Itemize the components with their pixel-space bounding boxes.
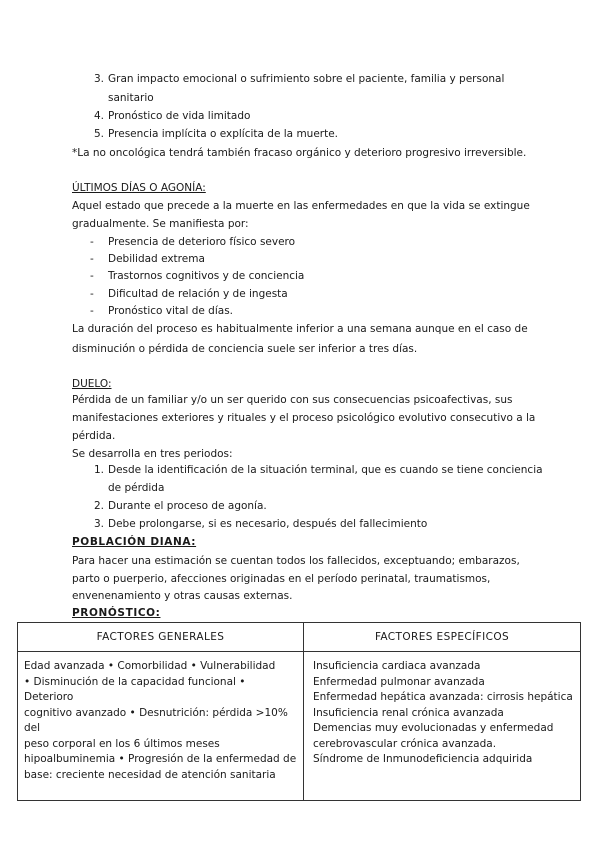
ultimos-closing-line: disminución o pérdida de conciencia suele ser inferior a tres días. [72,343,418,355]
duelo-item-number: 1. [93,464,104,476]
duelo-heading: DUELO: [72,378,112,390]
intro-item-text: sanitario [108,92,154,104]
poblacion-paragraph-line: parto o puerperio, afecciones originadas en el período perinatal, traumatismos, [72,573,491,585]
list-bullet: - [90,270,94,282]
pronostico-heading: PRONÓSTICO: [72,607,161,619]
specific-factor-line: Enfermedad pulmonar avanzada [313,675,485,688]
specific-factors-text [305,653,579,778]
duelo-sub: Se desarrolla en tres periodos: [72,448,233,460]
ultimos-paragraph-line: Aquel estado que precede a la muerte en las enfermedades en que la vida se extingue [72,200,530,212]
poblacion-paragraph-line: envenenamiento y otras causas externas. [72,590,293,602]
general-factors-cell [18,652,304,801]
intro-item-text: Presencia implícita o explícita de la muerte. [108,128,339,140]
ultimos-heading: ÚLTIMOS DÍAS O AGONÍA: [72,182,206,194]
specific-factors-cell [304,652,581,801]
general-factor-line: cognitivo avanzado • Desnutrición: pérdida >10% del [24,706,288,734]
general-factor-line: hipoalbuminemia • Progresión de la enfermedad de [24,753,297,765]
intro-item-text: Gran impacto emocional o sufrimiento sobre el paciente, familia y personal [108,73,505,85]
pronostico-table [17,622,581,801]
ultimos-list-item: Dificultad de relación y de ingesta [108,288,288,300]
list-bullet: - [90,288,94,300]
general-factor-line: • Disminución de la capacidad funcional • Deterioro [24,675,246,703]
duelo-paragraph-line: manifestaciones exteriores y rituales y el proceso psicológico evolutivo consecutivo a la [72,412,536,424]
poblacion-heading: POBLACIÓN DIANA: [72,536,197,548]
ultimos-list-item: Pronóstico vital de días. [108,305,234,317]
duelo-item-text: Desde la identificación de la situación terminal, que es cuando se tiene conciencia [108,464,543,476]
duelo-item-text: Debe prolongarse, si es necesario, después del fallecimiento [108,518,428,530]
ultimos-paragraph-line: gradualmente. Se manifiesta por: [72,218,249,230]
duelo-item-number: 3. [93,518,104,530]
table-header-specific: FACTORES ESPECÍFICOS [304,623,581,652]
intro-note: *La no oncológica tendrá también fracaso orgánico y deterioro progresivo irreversible. [72,147,527,159]
specific-factor-line: Insuficiencia cardiaca avanzada [313,660,481,672]
specific-factor-line: Insuficiencia renal crónica avanzada [313,706,504,719]
list-bullet: - [90,236,94,248]
general-factor-line: base: creciente necesidad de atención sanitaria [24,768,276,781]
specific-factor-line: Enfermedad hepática avanzada: cirrosis hepática [313,691,573,703]
intro-item-number: 3. [93,73,104,85]
general-factor-line: Edad avanzada • Comorbilidad • Vulnerabilidad [24,660,276,672]
general-factor-line: peso corporal en los 6 últimos meses [24,737,220,750]
poblacion-paragraph-line: Para hacer una estimación se cuentan todos los fallecidos, exceptuando; embarazos, [72,555,520,567]
specific-factor-line: cerebrovascular crónica avanzada. [313,737,497,750]
duelo-item-text: de pérdida [108,482,165,494]
ultimos-list-item: Trastornos cognitivos y de conciencia [108,270,305,282]
ultimos-closing-line: La duración del proceso es habitualmente inferior a una semana aunque en el caso de [72,323,528,335]
general-factors-text [19,653,302,799]
list-bullet: - [90,305,94,317]
duelo-item-number: 2. [93,500,104,512]
table-row [18,652,581,801]
specific-factor-line: Demencias muy evolucionadas y enfermedad [313,722,554,734]
intro-item-number: 4. [93,110,104,122]
table-header-row [18,623,581,652]
duelo-paragraph-line: Pérdida de un familiar y/o un ser querido con sus consecuencias psicoafectivas, sus [72,394,513,406]
intro-item-number: 5. [93,128,104,140]
specific-factor-line: Síndrome de Inmunodeficiencia adquirida [313,753,533,765]
table-header-general: FACTORES GENERALES [18,623,304,652]
ultimos-list-item: Debilidad extrema [108,253,205,265]
intro-item-text: Pronóstico de vida limitado [108,110,251,122]
ultimos-list-item: Presencia de deterioro físico severo [108,236,296,248]
duelo-item-text: Durante el proceso de agonía. [108,500,267,512]
list-bullet: - [90,253,94,265]
duelo-paragraph-line: pérdida. [72,430,116,442]
